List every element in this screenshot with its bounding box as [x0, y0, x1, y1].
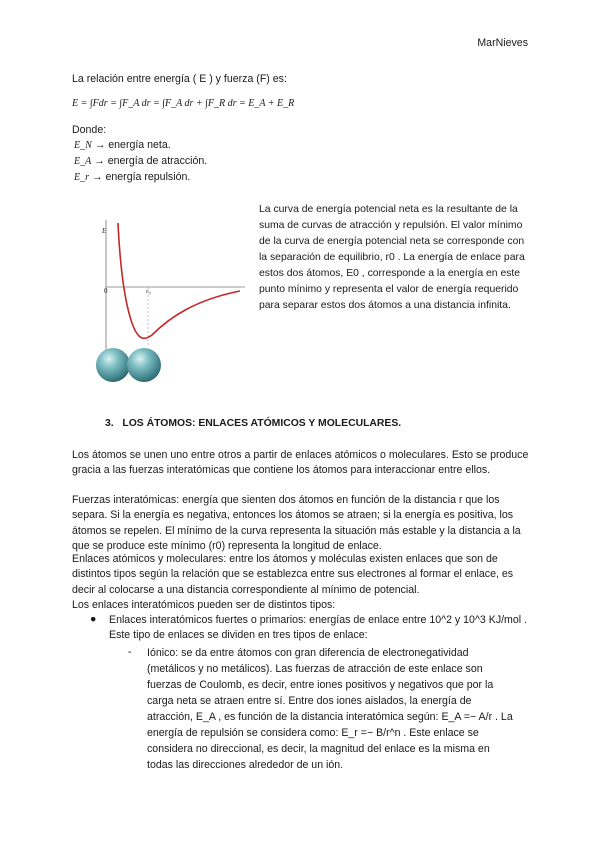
- net-energy-curve: [118, 223, 240, 338]
- sub-bullet-dash: -: [128, 646, 132, 658]
- symbol-er: E_r: [74, 172, 89, 183]
- axis-label-origin: 0: [104, 287, 108, 295]
- axis-label-r0: r₀: [146, 288, 151, 295]
- definition-repulsion-text: → energía repulsión.: [91, 171, 191, 183]
- energy-force-equation: E = ∫Fdr = ∫F_A dr = ∫F_A dr + ∫F_R dr = E_A + E_R: [72, 98, 295, 109]
- sub-ionic-bond: Iónico: se da entre átomos con gran diferencia de electronegatividad (metálicos y no metálicos). Las fuerzas de atracción de este enlace son fuerzas de Coulomb, es decir, entre iones positivos y negativos que por la carga neta se atraen entre sí. Entre dos iones aislados, la energía de atracción, E_A , es función de la distancia interatómica según: E_A =− A/r . La energía de repulsión se considera como: E_r =− B/r^n . Este enlace se considera no direccional, es decir, la magnitud del enlace es la misma en todas las direcciones alrededor de un ión.: [147, 647, 513, 771]
- section-number: 3.: [105, 418, 114, 429]
- energy-curve-figure: [90, 205, 250, 390]
- atom-left: [96, 348, 130, 382]
- atom-right: [127, 348, 161, 382]
- axis-label-y: E: [102, 227, 107, 235]
- definition-net: [74, 138, 171, 153]
- paragraph-bond-types: Los enlaces interatómicos pueden ser de distintos tipos:: [72, 599, 336, 611]
- symbol-ea: E_A: [74, 156, 92, 167]
- section-title: LOS ÁTOMOS: ENLACES ATÓMICOS Y MOLECULARES.: [122, 418, 402, 429]
- header-author: MarNieves: [477, 37, 528, 49]
- definition-attraction-text: → energía de atracción.: [94, 155, 208, 167]
- relation-text: La relación entre energía ( E ) y fuerza (F) es:: [72, 73, 287, 85]
- bullet-strong-bonds: Enlaces interatómicos fuertes o primarios: energías de enlace entre 10^2 y 10^3 KJ/mol . Este tipo de enlaces se dividen en tres tipos de enlace:: [109, 614, 528, 642]
- section-heading: [105, 418, 401, 429]
- paragraph-bonds: Enlaces atómicos y moleculares: entre los átomos y moléculas existen enlaces que son de distintos tipos según la relación que se establezca entre sus electrones al formar el enlace, es decir al colocarse a una distancia correspondiente al mínimo de potencial.: [72, 553, 514, 596]
- symbol-en: E_N: [74, 140, 92, 151]
- bullet-dot: ●: [90, 613, 97, 625]
- definition-repulsion: [74, 170, 190, 185]
- paragraph-intro: Los átomos se unen uno entre otros a partir de enlaces atómicos o moleculares. Esto se produce gracia a las fuerzas interatómicas que contiene los átomos para interaccionar entre ellos.: [72, 449, 529, 477]
- curve-description: La curva de energía potencial neta es la resultante de la suma de curvas de atracción y repulsión. El valor mínimo de la curva de energía potencial neta se corresponde con la separación de equilibrio, r0 . La energía de enlace para estos dos átomos, E0 , corresponde a la energía en este punto mínimo y representa el valor de energía requerido para separar estos dos átomos a una distancia infinita.: [259, 204, 525, 311]
- definition-attraction: [74, 154, 207, 169]
- donde-label: Donde:: [72, 124, 107, 136]
- definition-net-text: → energía neta.: [94, 139, 171, 151]
- paragraph-interatomic-forces: Fuerzas interatómicas: energía que sienten dos átomos en función de la distancia r que los separa. Si la energía es negativa, entonces los átomos se atraen; si la energía es positiva, los átomos se repelen. El mínimo de la curva representa la situación más estable y la distancia a la que se produce este mínimo (r0) representa la longitud de enlace.: [72, 494, 521, 553]
